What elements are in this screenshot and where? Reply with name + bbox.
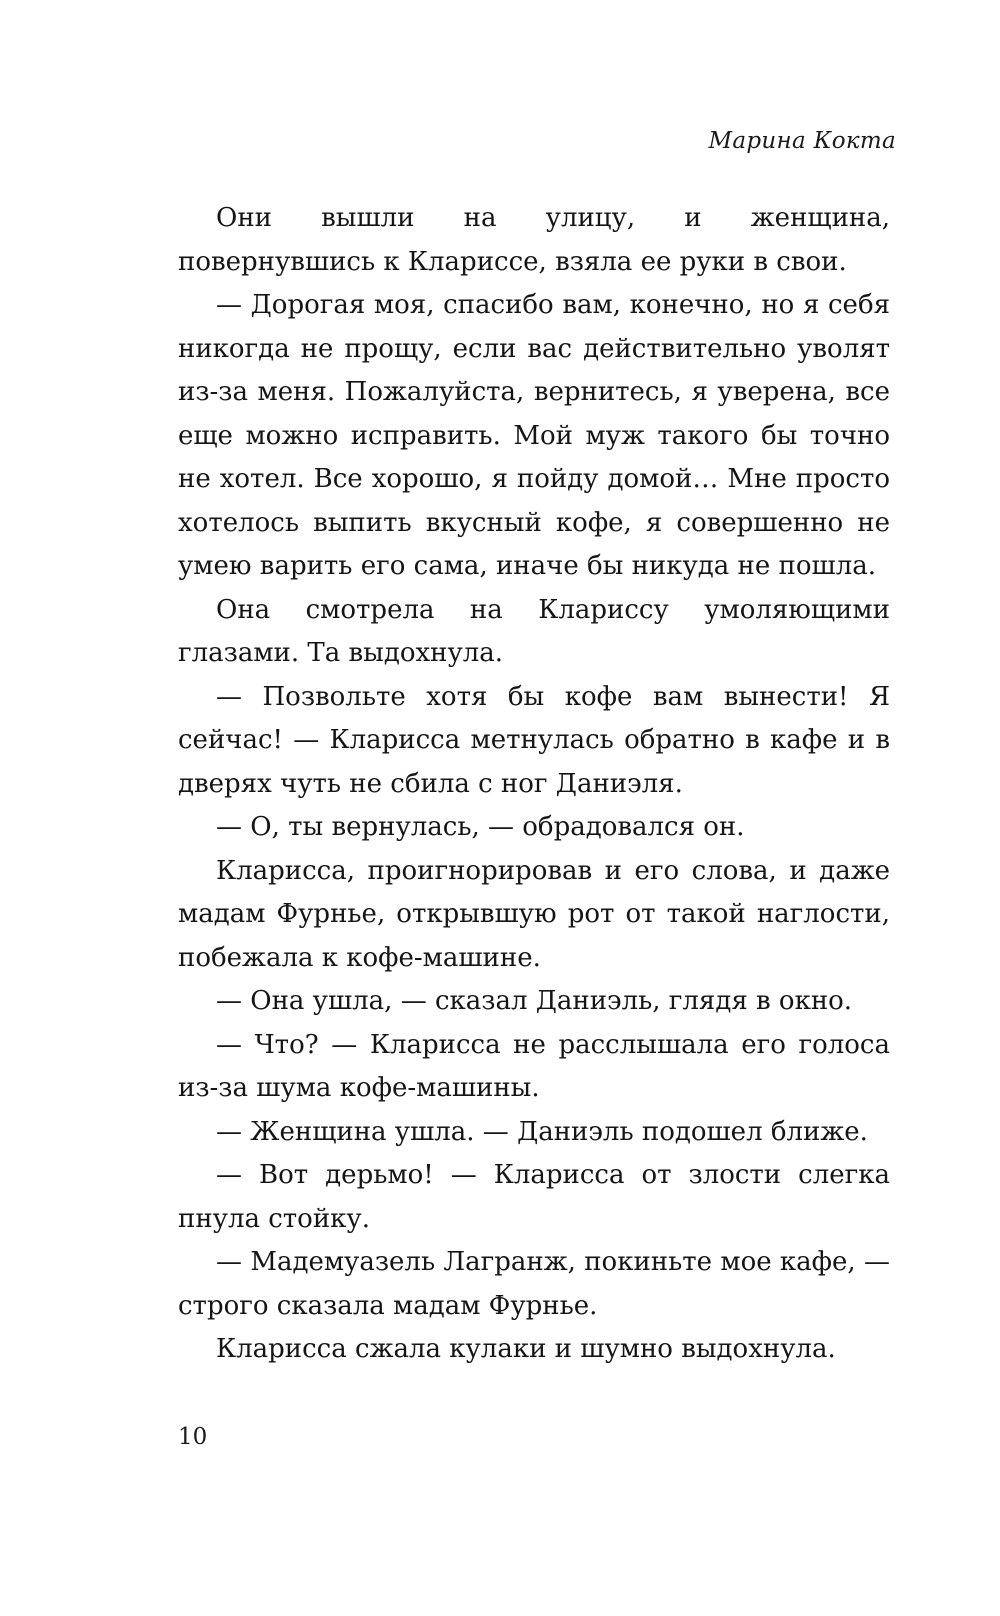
body-text — [178, 197, 890, 1372]
running-head-author: Марина Кокта — [708, 128, 896, 154]
paragraph: Они вышли на улицу, и женщина, повернувшись к Клариссе, взяла ее руки в свои. — [178, 203, 890, 277]
page-number: 10 — [178, 1424, 208, 1450]
paragraph: Она смотрела на Клариссу умоляющими глазами. Та выдохнула. — [178, 594, 890, 668]
paragraph: — Позвольте хотя бы кофе вам вынести! Я сейчас! — Кларисса метнулась обратно в кафе и в дверях чуть не сбила с ног Даниэля. — [178, 681, 890, 799]
paragraph: — Что? — Кларисса не расслышала его голоса из-за шума кофе-машины. — [178, 1029, 890, 1103]
paragraph: — Она ушла, — сказал Даниэль, глядя в окно. — [216, 986, 853, 1016]
paragraph: Кларисса сжала кулаки и шумно выдохнула. — [216, 1334, 836, 1364]
paragraph: Кларисса, проигнорировав и его слова, и даже мадам Фурнье, открывшую рот от такой наглости, побежала к кофе-машине. — [178, 855, 890, 973]
paragraph: — О, ты вернулась, — обрадовался он. — [216, 812, 745, 842]
paragraph: — Женщина ушла. — Даниэль подошел ближе. — [216, 1116, 868, 1147]
paragraph: — Вот дерьмо! — Кларисса от злости слегка пнула стойку. — [178, 1160, 890, 1234]
paragraph: — Мадемуазель Лагранж, покиньте мое кафе, — строго сказала мадам Фурнье. — [178, 1247, 890, 1321]
paragraph: — Дорогая моя, спасибо вам, конечно, но я себя никогда не прощу, если вас действительно уволят из-за меня. Пожалуйста, вернитесь, я уверена, все еще можно исправить. Мой муж такого бы точно не хотел. Все хорошо, я пойду домой… Мне просто хотелось выпить вкусный кофе, я совершенно не умею варить его сама, иначе бы никуда не пошла. — [178, 290, 890, 581]
